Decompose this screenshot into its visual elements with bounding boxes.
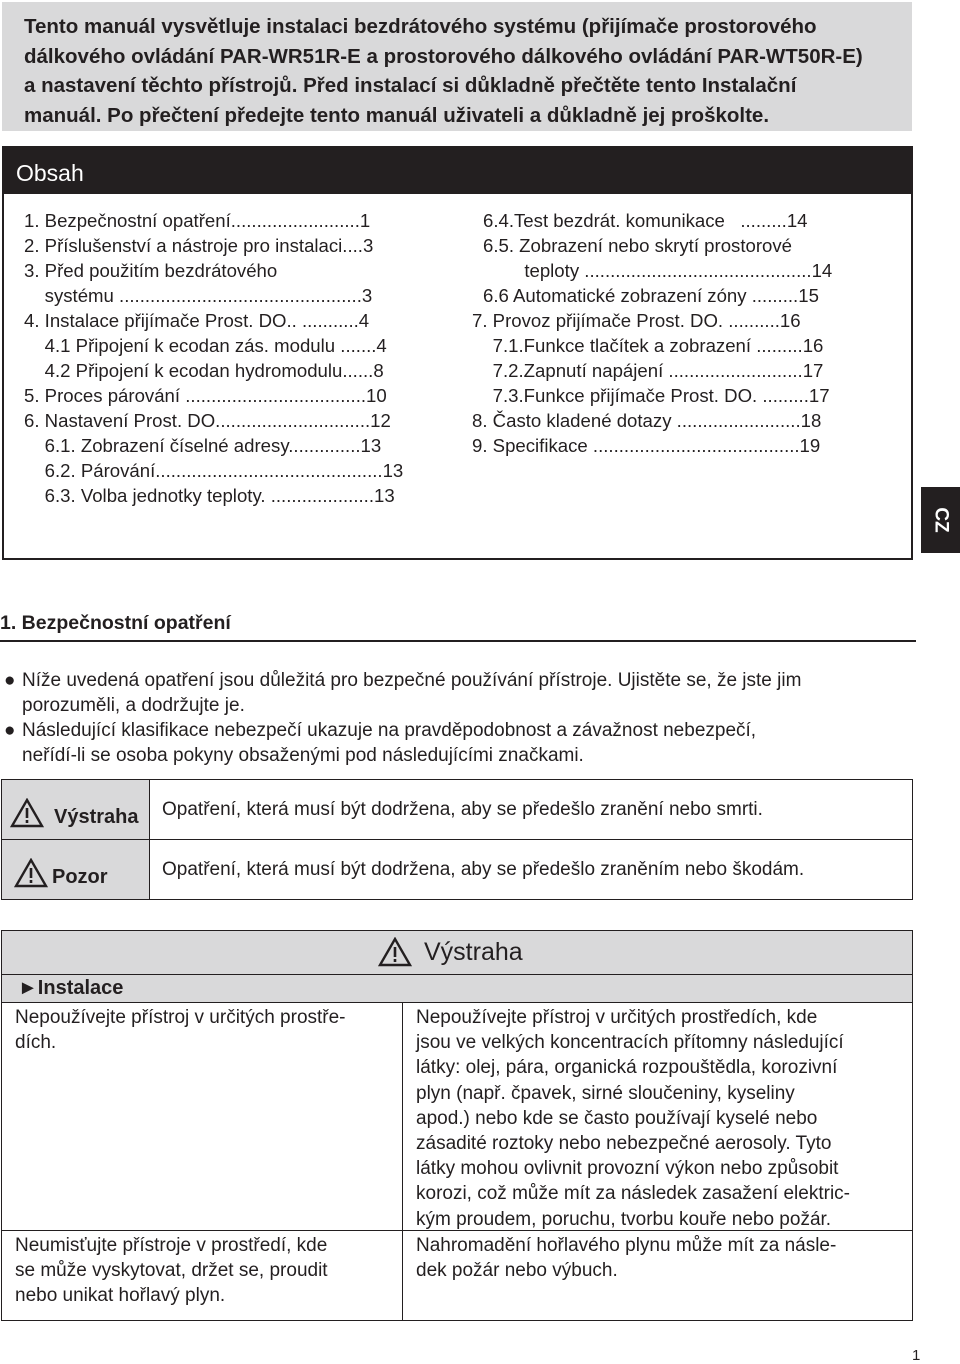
bullet-icon: ● — [4, 670, 16, 691]
intro-line: dálkového ovládání PAR-WR51R-E a prostorového dálkového ovládání PAR-WT50R-E) — [24, 44, 863, 68]
warning-triangle-icon — [14, 858, 48, 888]
bullet-line: Níže uvedená opatření jsou důležitá pro bezpečné používání přístroje. Ujistěte se, že jste jim — [22, 670, 802, 691]
toc-title: Obsah — [4, 148, 911, 194]
toc-item[interactable]: 9. Specifikace ........................................19 — [472, 435, 821, 456]
warning-triangle-icon — [378, 937, 412, 967]
text-line: jsou ve velkých koncentracích přítomny následující — [416, 1032, 844, 1054]
text-line: apod.) nebo kde se často používají kyselé nebo — [416, 1107, 818, 1129]
text-line: dek požár nebo výbuch. — [416, 1260, 618, 1282]
caution-label: Pozor — [52, 866, 108, 888]
text-line: Nepoužívejte přístroj v určitých prostře- — [15, 1007, 346, 1028]
toc-item[interactable]: 4. Instalace přijímače Prost. DO.. ...........4 — [24, 310, 370, 331]
warning-description: Opatření, která musí být dodržena, aby se předešlo zranění nebo smrti. — [150, 780, 913, 840]
table-row — [2, 780, 913, 840]
table-row — [2, 840, 913, 900]
caution-description: Opatření, která musí být dodržena, aby se předešlo zraněním nebo škodám. — [150, 840, 913, 900]
hazard-definitions-table — [1, 779, 913, 900]
warning-triangle-icon — [10, 798, 44, 828]
warning-box-title — [378, 937, 523, 967]
text-line: plyn (např. čpavek, sirné sloučeniny, kyseliny — [416, 1082, 795, 1104]
warning-label-cell — [2, 780, 150, 840]
text-line: dích. — [15, 1032, 57, 1054]
toc-item[interactable]: teploty ............................................14 — [483, 260, 833, 281]
toc-item[interactable]: 5. Proces párování ...................................10 — [24, 385, 387, 406]
language-tab — [921, 487, 960, 553]
text-line: korozi, což může mít za následek zasažení elektric- — [416, 1183, 851, 1205]
text-line: kým proudem, poruchu, tvorbu kouře nebo požár. — [416, 1208, 832, 1230]
toc-item[interactable]: 6.6 Automatické zobrazení zóny .........15 — [483, 285, 819, 306]
text-line: zásadité roztoky nebo nebezpečné aerosoly. Tyto — [416, 1133, 832, 1155]
toc-item[interactable]: 7.1.Funkce tlačítek a zobrazení .........16 — [472, 335, 824, 356]
section-divider — [0, 640, 916, 642]
warning-label: Výstraha — [54, 806, 139, 828]
text-line: Nepoužívejte přístroj v určitých prostředích, kde — [416, 1007, 818, 1028]
bullet-line: neřídí-li se osoba pokyny obsaženými pod následujícími značkami. — [22, 745, 584, 766]
toc-item[interactable]: 3. Před použitím bezdrátového — [24, 260, 278, 281]
toc-item[interactable]: 1. Bezpečnostní opatření.........................1 — [24, 210, 371, 231]
explanation-cell — [416, 1005, 900, 1232]
intro-box — [2, 2, 912, 131]
bullet-icon: ● — [4, 720, 16, 741]
text-line: Neumisťujte přístroje v prostředí, kde — [15, 1235, 328, 1256]
text-line: se může vyskytovat, držet se, proudit — [15, 1260, 328, 1282]
installation-label: ►Instalace — [18, 977, 124, 999]
toc-item[interactable]: 8. Často kladené dotazy ........................18 — [472, 410, 822, 431]
toc-item[interactable]: 6.2. Párování............................................13 — [24, 460, 404, 481]
caution-label-cell — [2, 840, 150, 900]
toc-item[interactable]: 2. Příslušenství a nástroje pro instalaci....3 — [24, 235, 374, 256]
intro-line: a nastavení těchto přístrojů. Před instalací si důkladně přečtěte tento Instalační — [24, 74, 797, 97]
section-title: 1. Bezpečnostní opatření — [0, 612, 231, 634]
toc-item[interactable]: 6.5. Zobrazení nebo skrytí prostorové — [483, 235, 793, 256]
toc-item[interactable]: 4.2 Připojení k ecodan hydromodulu......8 — [24, 360, 384, 381]
intro-line: Tento manuál vysvětluje instalaci bezdrátového systému (přijímače prostorového — [24, 15, 817, 38]
text-line: látky: olej, pára, organická rozpouštědla, korozivní — [416, 1057, 838, 1079]
column-divider — [402, 1003, 403, 1320]
toc-item[interactable]: 6. Nastavení Prost. DO..............................12 — [24, 410, 391, 431]
page-number: 1 — [912, 1347, 921, 1364]
bullet-line: porozuměli, a dodržujte je. — [22, 695, 245, 716]
text-line: Nahromadění hořlavého plynu může mít za násle- — [416, 1235, 837, 1256]
toc-item[interactable]: 7. Provoz přijímače Prost. DO. ..........16 — [472, 310, 801, 331]
toc-item[interactable]: 6.3. Volba jednotky teploty. ....................13 — [24, 485, 395, 506]
toc-item[interactable]: systému ...............................................3 — [24, 285, 373, 306]
text-line: látky mohou ovlivnit provozní výkon nebo způsobit — [416, 1158, 839, 1180]
instruction-cell — [15, 1233, 390, 1309]
toc-item[interactable]: 4.1 Připojení k ecodan zás. modulu .......4 — [24, 335, 387, 356]
toc-item[interactable]: 6.1. Zobrazení číselné adresy..............13 — [24, 435, 382, 456]
toc-item[interactable]: 6.4.Test bezdrát. komunikace .........14 — [483, 210, 808, 231]
instruction-cell — [15, 1005, 390, 1055]
language-tab-label: CZ — [930, 507, 952, 533]
intro-line: manuál. Po přečtení předejte tento manuál uživateli a důkladně jej proškolte. — [24, 103, 770, 127]
toc-item[interactable]: 7.2.Zapnutí napájení ..........................17 — [472, 360, 824, 381]
text-line: nebo unikat hořlavý plyn. — [15, 1285, 226, 1307]
bullet-line: Následující klasifikace nebezpečí ukazuje na pravděpodobnost a závažnost nebezpečí, — [22, 720, 757, 741]
explanation-cell — [416, 1233, 900, 1283]
toc-item[interactable]: 7.3.Funkce přijímače Prost. DO. .........17 — [472, 385, 830, 406]
warning-box-title-text: Výstraha — [424, 937, 523, 966]
installation-category-bar — [2, 974, 912, 1003]
